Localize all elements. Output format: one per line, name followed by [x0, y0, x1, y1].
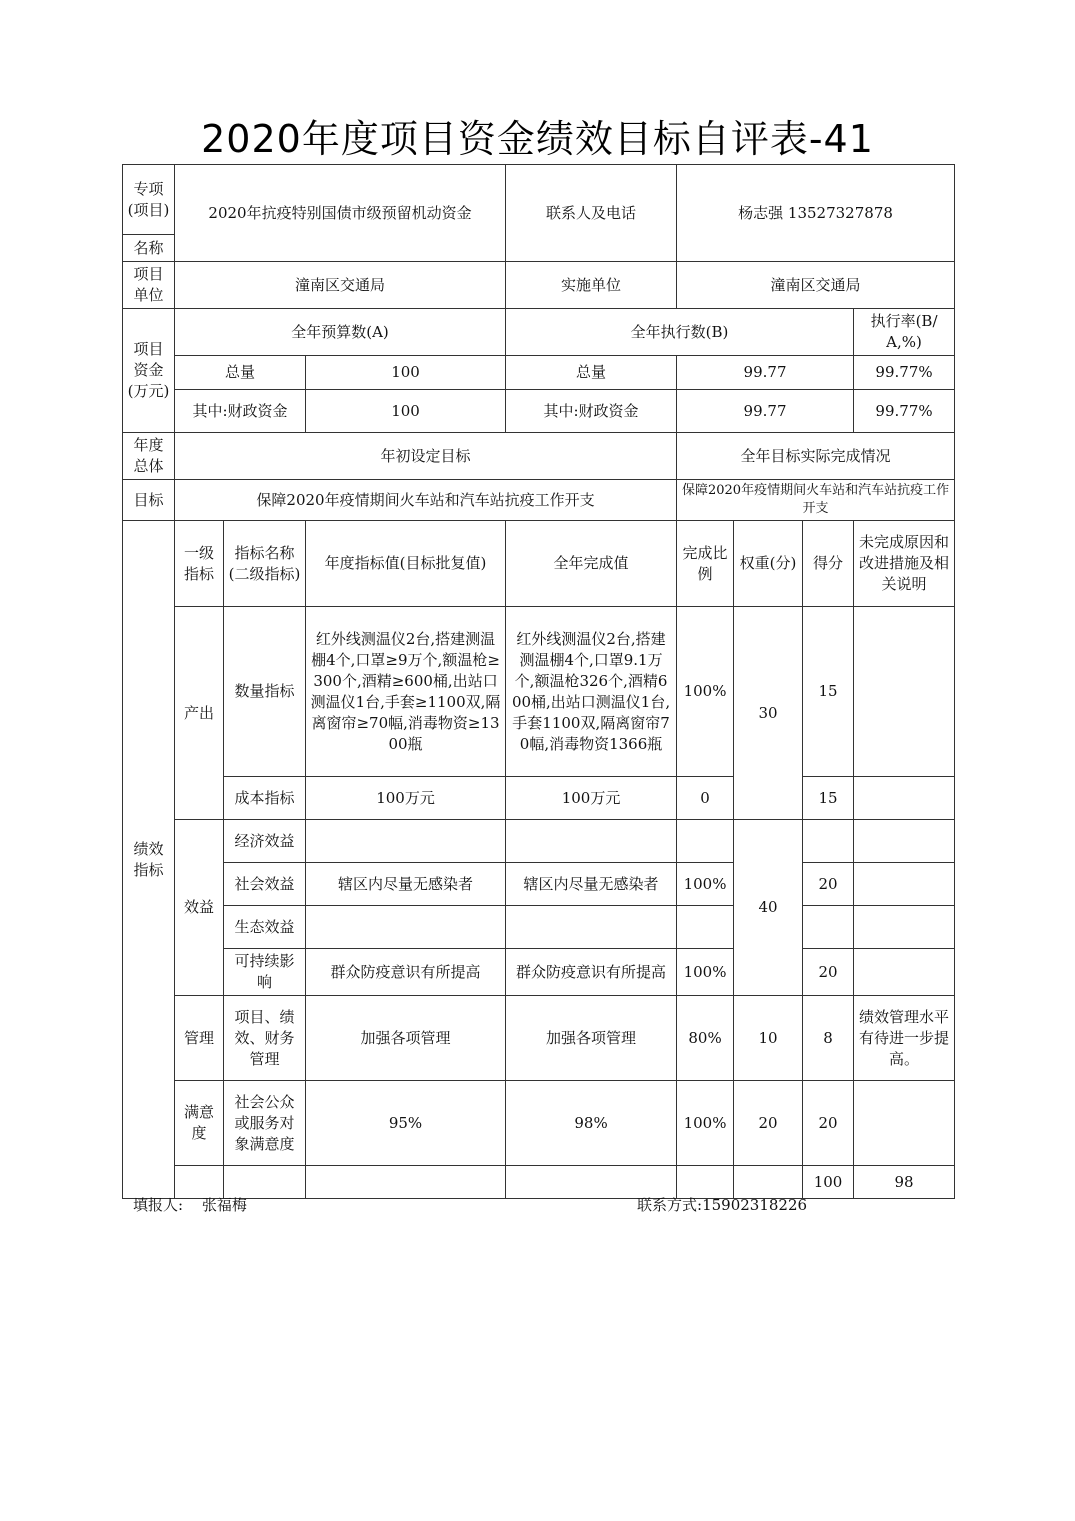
goals-label-2: 目标	[123, 480, 175, 521]
output-row-ratio: 0	[677, 777, 734, 820]
satisfaction-ratio: 100%	[677, 1081, 734, 1166]
header-ratio: 完成比例	[677, 521, 734, 607]
output-row-target: 100万元	[306, 777, 506, 820]
evaluation-table	[122, 164, 955, 1199]
total-exec: 99.77	[677, 356, 854, 390]
output-row-target: 红外线测温仪2台,搭建测温棚4个,口罩≥9万个,额温枪≥300个,酒精≥600桶,出站口测温仪1台,手套≥1100双,隔离窗帘≥70幅,消毒物资≥1300瓶	[306, 607, 506, 777]
unit-label: 项目单位	[123, 262, 175, 309]
goals-label: 年度总体	[123, 433, 175, 480]
benefit-row-ratio	[677, 820, 734, 863]
output-weight: 30	[734, 607, 803, 820]
management-label: 管理	[175, 996, 224, 1081]
management-ratio: 80%	[677, 996, 734, 1081]
benefit-row-ratio: 100%	[677, 863, 734, 906]
header-level1: 一级指标	[175, 521, 224, 607]
fiscal-exec-label: 其中:财政资金	[506, 390, 677, 433]
header-score: 得分	[803, 521, 854, 607]
initial-goal: 保障2020年疫情期间火车站和汽车站抗疫工作开支	[175, 480, 677, 521]
header-target: 年度指标值(目标批复值)	[306, 521, 506, 607]
benefit-row-note	[854, 906, 955, 949]
header-actual: 全年完成值	[506, 521, 677, 607]
benefit-row-actual: 群众防疫意识有所提高	[506, 949, 677, 996]
benefit-row-actual	[506, 906, 677, 949]
project-name-label: 专项(项目)	[123, 165, 175, 235]
footer-contact: 15902318226	[702, 1196, 808, 1214]
management-weight: 10	[734, 996, 803, 1081]
benefit-row-name: 生态效益	[224, 906, 306, 949]
benefit-row-ratio	[677, 906, 734, 949]
output-row-score: 15	[803, 777, 854, 820]
total-empty	[306, 1166, 506, 1199]
benefit-row-actual: 辖区内尽量无感染者	[506, 863, 677, 906]
satisfaction-note	[854, 1081, 955, 1166]
benefit-row-note	[854, 863, 955, 906]
management-name: 项目、绩效、财务管理	[224, 996, 306, 1081]
satisfaction-weight: 20	[734, 1081, 803, 1166]
management-note: 绩效管理水平有待进一步提高。	[854, 996, 955, 1081]
filler-block	[133, 1194, 247, 1215]
benefit-row-name: 可持续影响	[224, 949, 306, 996]
benefit-row-note	[854, 949, 955, 996]
output-row-name: 数量指标	[224, 607, 306, 777]
benefit-row-score: 20	[803, 863, 854, 906]
footer-contact-label: 联系方式:	[637, 1196, 703, 1214]
management-target: 加强各项管理	[306, 996, 506, 1081]
output-row-note	[854, 607, 955, 777]
output-row-actual: 100万元	[506, 777, 677, 820]
page-title: 2020年度项目资金绩效目标自评表-41	[201, 117, 874, 161]
benefit-row-note	[854, 820, 955, 863]
output-label: 产出	[175, 607, 224, 820]
management-score: 8	[803, 996, 854, 1081]
contact-value: 杨志强 13527327878	[677, 165, 955, 262]
benefit-row-target: 群众防疫意识有所提高	[306, 949, 506, 996]
fiscal-exec: 99.77	[677, 390, 854, 433]
satisfaction-name: 社会公众或服务对象满意度	[224, 1081, 306, 1166]
project-name: 2020年抗疫特别国债市级预留机动资金	[175, 165, 506, 262]
benefit-row-score	[803, 906, 854, 949]
fiscal-rate: 99.77%	[854, 390, 955, 433]
filler-name: 张福梅	[201, 1196, 247, 1214]
total-exec-label: 总量	[506, 356, 677, 390]
total-budget: 100	[306, 356, 506, 390]
benefit-row-score: 20	[803, 949, 854, 996]
benefit-row-target	[306, 820, 506, 863]
header-level2: 指标名称(二级指标)	[224, 521, 306, 607]
satisfaction-actual: 98%	[506, 1081, 677, 1166]
rate-header: 执行率(B/A,%)	[854, 309, 955, 356]
actual-goal-header: 全年目标实际完成情况	[677, 433, 955, 480]
filler-label: 填报人:	[133, 1196, 184, 1214]
fiscal-label: 其中:财政资金	[175, 390, 306, 433]
total-weight: 100	[803, 1166, 854, 1199]
output-row-score: 15	[803, 607, 854, 777]
output-row-name: 成本指标	[224, 777, 306, 820]
benefit-row-ratio: 100%	[677, 949, 734, 996]
funds-label: 项目资金(万元)	[123, 309, 175, 433]
benefit-row-target	[306, 906, 506, 949]
header-note: 未完成原因和改进措施及相关说明	[854, 521, 955, 607]
impl-label: 实施单位	[506, 262, 677, 309]
benefit-row-score	[803, 820, 854, 863]
benefit-row-actual	[506, 820, 677, 863]
output-row-note	[854, 777, 955, 820]
indicators-label: 绩效指标	[123, 521, 175, 1199]
contact-label: 联系人及电话	[506, 165, 677, 262]
benefit-row-target: 辖区内尽量无感染者	[306, 863, 506, 906]
contact-block	[637, 1194, 807, 1215]
impl-value: 潼南区交通局	[677, 262, 955, 309]
benefit-row-name: 社会效益	[224, 863, 306, 906]
exec-header: 全年执行数(B)	[506, 309, 854, 356]
satisfaction-target: 95%	[306, 1081, 506, 1166]
initial-goal-header: 年初设定目标	[175, 433, 677, 480]
output-row-ratio: 100%	[677, 607, 734, 777]
fiscal-budget: 100	[306, 390, 506, 433]
management-actual: 加强各项管理	[506, 996, 677, 1081]
header-weight: 权重(分)	[734, 521, 803, 607]
satisfaction-score: 20	[803, 1081, 854, 1166]
budget-header: 全年预算数(A)	[175, 309, 506, 356]
project-name-label-2: 名称	[123, 235, 175, 262]
benefit-weight: 40	[734, 820, 803, 996]
total-label: 总量	[175, 356, 306, 390]
satisfaction-label: 满意度	[175, 1081, 224, 1166]
actual-goal: 保障2020年疫情期间火车站和汽车站抗疫工作开支	[677, 480, 955, 521]
total-score: 98	[854, 1166, 955, 1199]
benefit-row-name: 经济效益	[224, 820, 306, 863]
benefit-label: 效益	[175, 820, 224, 996]
unit-value: 潼南区交通局	[175, 262, 506, 309]
total-rate: 99.77%	[854, 356, 955, 390]
output-row-actual: 红外线测温仪2台,搭建测温棚4个,口罩9.1万个,额温枪326个,酒精600桶,出站口测温仪1台,手套1100双,隔离窗帘70幅,消毒物资1366瓶	[506, 607, 677, 777]
